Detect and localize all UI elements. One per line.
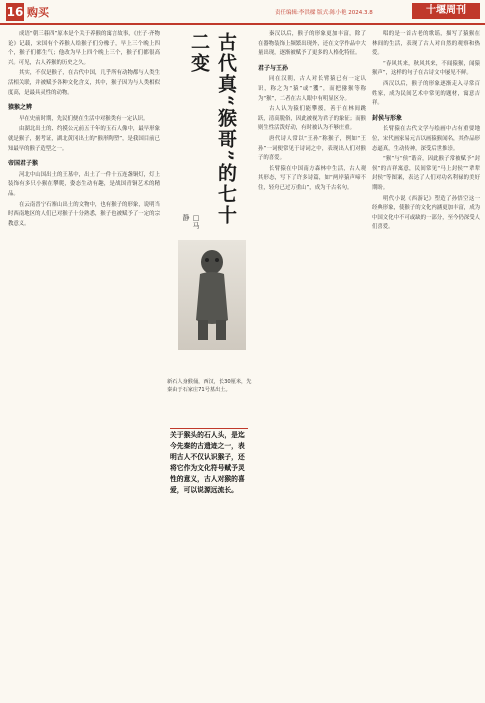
body-paragraph: 长臂猿在古代文学与绘画中占有重要地位，宋代画家易元吉以画猿猴闻名，其作品形态逼真，生动传神，深受后世推崇。	[372, 126, 480, 152]
pull-quote: 关于猴头的石人头，是迄今先秦的古遗迹之一，表明古人不仅认识猴子，还将它作为文化符号赋予灵性的意义，古人对猴的喜爱，可以说源远流长。	[170, 431, 245, 494]
body-paragraph: “猴”与“侯”谐音，因此猴子常被赋予“封侯”的吉祥寓意，民间常见“马上封侯”“辈辈封侯”等图案，表达了人们对功名利禄的美好期盼。	[372, 156, 480, 191]
section-subhead: 猿猴之辨	[8, 104, 33, 112]
section-subhead: 封侯与形象	[372, 114, 403, 122]
body-paragraph: 长臂猿在中国南方森林中生活，古人观其形态，写下了许多诗篇，如“两岸猿声啼不住，轻舟已过万重山”，成为千古名句。	[258, 165, 366, 191]
article-title: 古代真“猴哥”的七十二变	[188, 32, 237, 226]
column-3	[258, 30, 366, 698]
page-number: 16	[6, 5, 24, 19]
body-paragraph: 古人认为猿们能攀援，善于在林间跳跃，清高脱俗，因此被视为君子的象征；而猴则生性活泼好动，有时被认为不够庄重。	[258, 106, 366, 132]
editor-credits: 责任编辑:李洪樑 版式:陈小艳 2024.3.8	[275, 10, 373, 16]
body-paragraph: 在云南晋宁石寨山出土的文物中，也有猴子的形象，说明当时西南地区的人们已对猴子十分熟悉，猴子也被赋予了一定的宗教意义。	[8, 201, 160, 227]
section-subhead: 帝国君子猴	[8, 160, 39, 168]
quote-rule	[170, 428, 248, 429]
body-paragraph: “春风其来，秋风其来，不闻猿猴，闻猿猴声”，这样的句子在古诗文中屡见不鲜。	[372, 60, 480, 77]
article-author: □马静	[182, 214, 200, 229]
body-paragraph: 唐代诗人常以“王孙”称猴子，例如“王孙”一词便常见于诗词之中，表现出人们对猴子的喜爱。	[258, 135, 366, 162]
body-paragraph: 西汉以后，猴子的形象逐渐走入寻常百姓家，成为民间艺术中常见的题材，寓意吉祥。	[372, 80, 480, 107]
header-rule	[0, 23, 485, 25]
body-paragraph: 河北中山国出土的王墓中，出土了一件十五连盏铜灯，灯上装饰有多只小猴在攀爬，姿态生动有趣，是战国青铜艺术的精品。	[8, 171, 160, 197]
column-4	[372, 30, 480, 698]
body-paragraph: 同在汉朝，古人对长臂猿已有一定认识，称之为“猿”或“玃”，而把猕猴等称为“猴”，二者在古人眼中有明显区分。	[258, 76, 366, 102]
publication-brand: 十堰周刊	[412, 3, 480, 19]
page-header	[0, 0, 485, 24]
body-paragraph: 明代小说《西游记》塑造了孙悟空这一经典形象，使猴子的文化内涵更加丰富，成为中国文化中不可或缺的一部分，至今仍深受人们喜爱。	[372, 195, 480, 231]
section-subhead: 君子与王孙	[258, 64, 289, 72]
column-1	[8, 30, 160, 698]
body-paragraph: 成语“朝三暮四”原本是个关于养猴的寓言故事，《庄子·齐物论》记载，宋国有个养猴人给猴子们分橡子，早上三个晚上四个，猴子们都生气；他改为早上四个晚上三个，猴子们都很高兴。可见，古人养猴的历史之久。	[8, 31, 160, 66]
body-paragraph: 秦汉以后，猴子的形象更加丰富，除了在器物装饰上频繁出现外，还在文学作品中大量出现，逐渐被赋予了更多的人格化特征。	[258, 31, 366, 57]
body-paragraph: 早在史前时期，先民们便在生活中对猴类有一定认识。	[19, 115, 149, 122]
body-paragraph: 唱的是一首古老的歌谣，描写了猿猴在林间的生活，表现了古人对自然的观察和热爱。	[372, 31, 480, 57]
body-paragraph: 由湖北出土的、约摸公元前五千年的玉石人像中，最早形象就是猴子，据考证，湖北黄冈出土的“猴形陶塑”，是我国目前已知最早的猴子造型之一。	[8, 126, 160, 152]
photo-caption: 新石人身猴俑，西汉，长30厘米，先秦由于石家庄71号墓出土。	[167, 379, 252, 393]
body-paragraph: 其实，不仅是猴子，在古代中国，几乎所有动物都与人类生活相关联，并被赋予各种文化含义，其中，猴子因为与人类相似度高，是最具灵性的动物。	[8, 70, 160, 96]
section-title: 购买	[27, 6, 49, 19]
monkey-figurine-photo	[178, 240, 246, 350]
article-title-block	[168, 32, 237, 232]
